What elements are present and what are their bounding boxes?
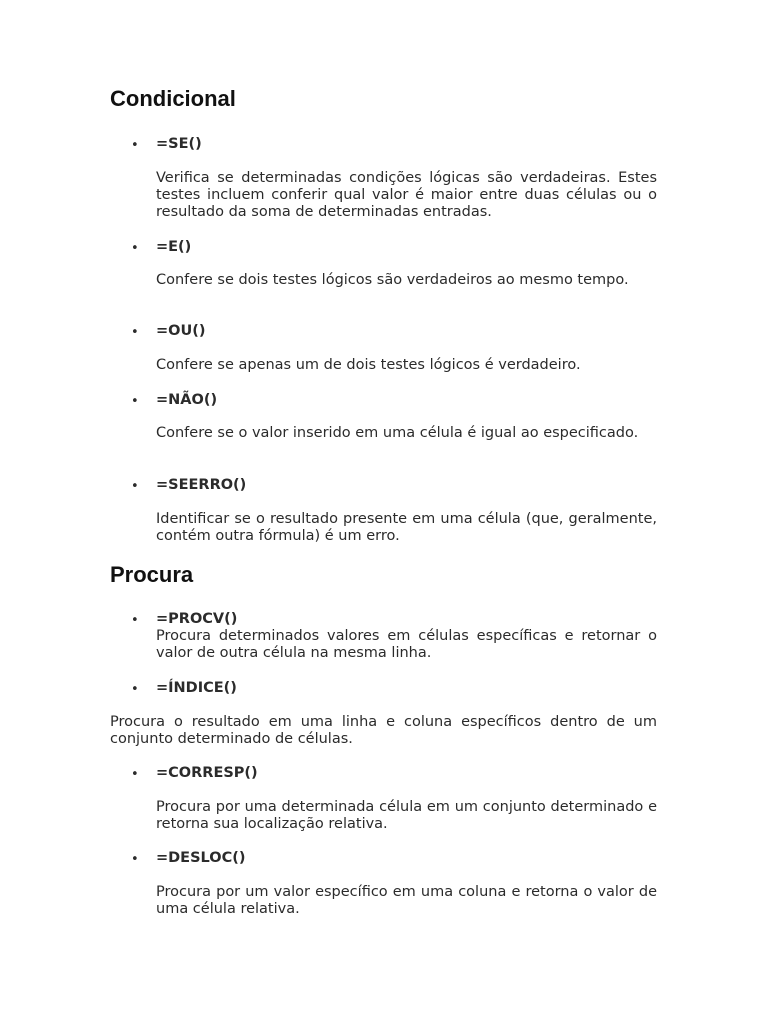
function-name-indice: =ÍNDICE() (156, 680, 237, 696)
bullet-marker: • (131, 394, 139, 409)
function-name-seerro: =SEERRO() (156, 477, 247, 493)
function-name-corresp: =CORRESP() (156, 765, 258, 781)
section-title-condicional: Condicional (110, 86, 236, 111)
bullet-marker: • (131, 241, 139, 256)
function-description-indice: Procura o resultado em uma linha e coluna específicos dentro de um conjunto determinado de células. (110, 714, 657, 748)
function-name-ou: =OU() (156, 323, 206, 339)
bullet-marker: • (131, 613, 139, 628)
function-name-procv: =PROCV() (156, 611, 238, 627)
bullet-marker: • (131, 138, 139, 153)
bullet-marker: • (131, 682, 139, 697)
function-description-procv: Procura determinados valores em células específicas e retornar o valor de outra célula na mesma linha. (156, 628, 657, 662)
function-description-e: Confere se dois testes lógicos são verdadeiros ao mesmo tempo. (156, 272, 629, 288)
function-description-nao: Confere se o valor inserido em uma célula é igual ao especificado. (156, 425, 639, 441)
function-name-e: =E() (156, 239, 192, 255)
function-description-se: Verifica se determinadas condições lógicas são verdadeiras. Estes testes incluem conferir qual valor é maior entre duas células ou o resultado da soma de determinadas entradas. (156, 170, 657, 221)
bullet-marker: • (131, 767, 139, 782)
section-title-procura: Procura (110, 562, 194, 587)
bullet-marker: • (131, 852, 139, 867)
function-name-desloc: =DESLOC() (156, 850, 246, 866)
function-description-desloc: Procura por um valor específico em uma coluna e retorna o valor de uma célula relativa. (156, 884, 657, 918)
bullet-marker: • (131, 325, 139, 340)
function-name-nao: =NÃO() (156, 392, 218, 408)
function-description-seerro: Identificar se o resultado presente em uma célula (que, geralmente, contém outra fórmula) é um erro. (156, 511, 657, 545)
function-name-se: =SE() (156, 136, 202, 152)
function-description-corresp: Procura por uma determinada célula em um conjunto determinado e retorna sua localização relativa. (156, 799, 657, 833)
function-description-ou: Confere se apenas um de dois testes lógicos é verdadeiro. (156, 357, 581, 373)
bullet-marker: • (131, 479, 139, 494)
